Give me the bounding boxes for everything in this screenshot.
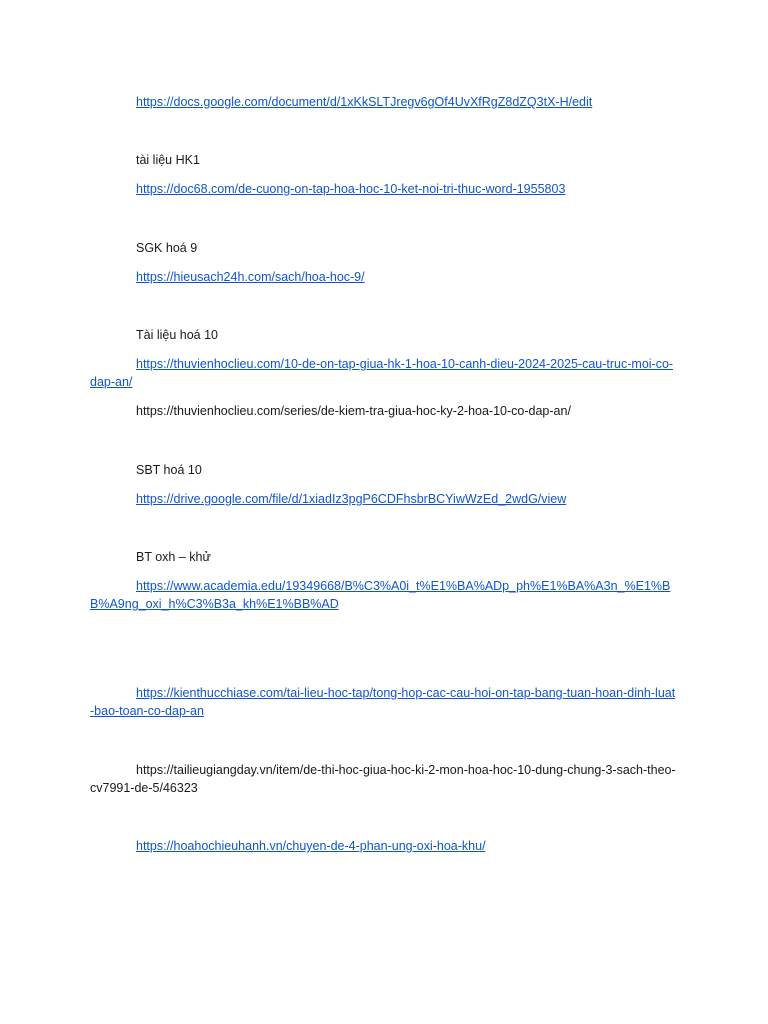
heading-sbt-hoa-10: SBT hoá 10: [136, 463, 202, 477]
heading-sgk-hoa-9: SGK hoá 9: [136, 241, 198, 255]
heading-tai-lieu-hk1: tài liệu HK1: [136, 153, 200, 167]
heading-bt-oxh-khu: BT oxh – khử: [136, 550, 211, 564]
link-hieusach24h[interactable]: https://hieusach24h.com/sach/hoa-hoc-9/: [136, 270, 365, 284]
link-kienthucchiase[interactable]: https://kienthucchiase.com/tai-lieu-hoc-tap/tong-hop-cac-cau-hoi-on-tap-bang-tuan-hoan-dinh-luat-bao-toan-co-dap-an: [90, 686, 676, 718]
link-academia[interactable]: https://www.academia.edu/19349668/B%C3%A0i_t%E1%BA%ADp_ph%E1%BA%A3n_%E1%BB%A9ng_oxi_h%C3%B3a_kh%E1%BB%AD: [90, 579, 671, 611]
link-google-drive[interactable]: https://drive.google.com/file/d/1xiadIz3pgP6CDFhsbrBCYiwWzEd_2wdG/view: [136, 492, 567, 506]
text-thuvienhoclieu-series: https://thuvienhoclieu.com/series/de-kiem-tra-giua-hoc-ky-2-hoa-10-co-dap-an/: [136, 404, 571, 418]
link-doc68[interactable]: https://doc68.com/de-cuong-on-tap-hoa-hoc-10-ket-noi-tri-thuc-word-1955803: [136, 182, 566, 196]
link-hoahochieuhanh[interactable]: https://hoahochieuhanh.vn/chuyen-de-4-phan-ung-oxi-hoa-khu/: [136, 839, 486, 853]
text-tailieugiangday: https://tailieugiangday.vn/item/de-thi-hoc-giua-hoc-ki-2-mon-hoa-hoc-10-dung-chung-3-sach-theo-cv7991-de-5/46323: [90, 763, 676, 795]
link-thuvienhoclieu-1[interactable]: https://thuvienhoclieu.com/10-de-on-tap-giua-hk-1-hoa-10-canh-dieu-2024-2025-cau-truc-moi-co-dap-an/: [90, 357, 674, 389]
link-google-doc[interactable]: https://docs.google.com/document/d/1xKkSLTJregv6gOf4UvXfRgZ8dZQ3tX-H/edit: [136, 95, 593, 109]
heading-tai-lieu-hoa-10: Tài liệu hoá 10: [136, 328, 219, 342]
